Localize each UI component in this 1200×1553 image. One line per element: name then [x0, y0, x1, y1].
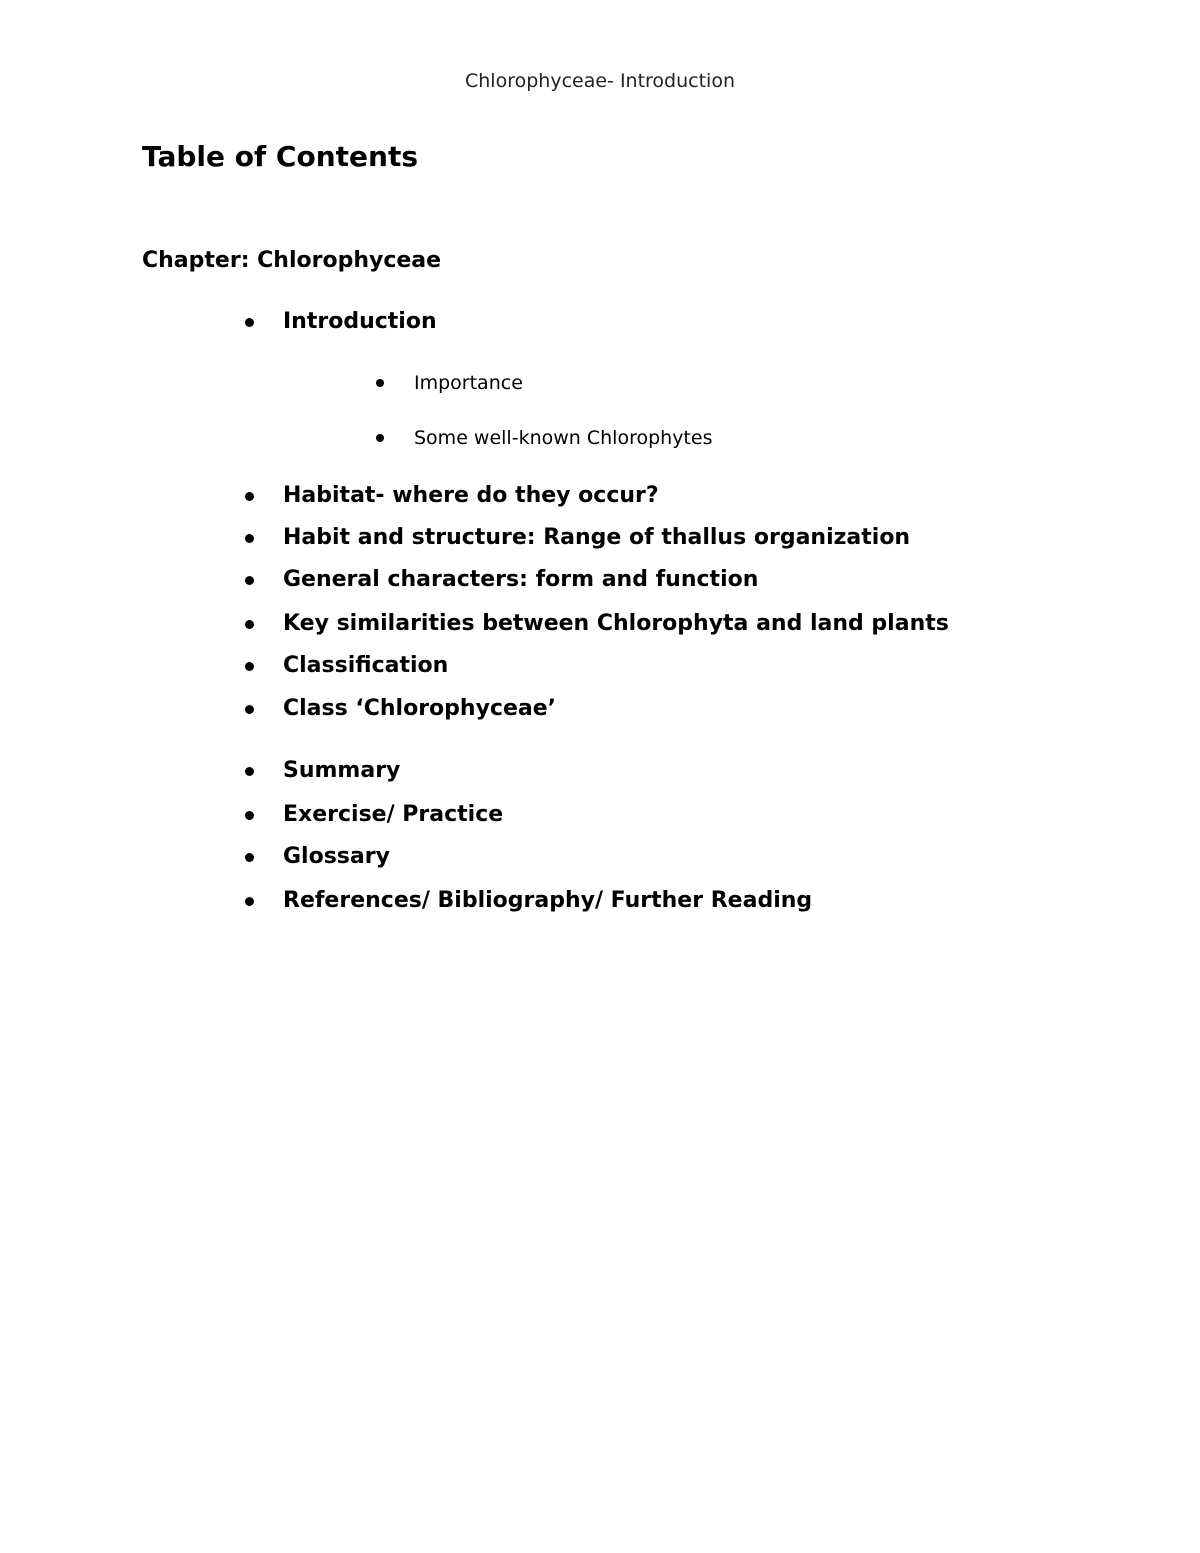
bullet-icon [245, 705, 254, 714]
bullet-icon [245, 620, 254, 629]
toc-item-label: Exercise/ Practice [283, 802, 504, 827]
bullet-icon [245, 318, 254, 327]
toc-item-label: Class ‘Chlorophyceae’ [283, 696, 557, 721]
bullet-icon [245, 534, 254, 543]
chapter-heading: Chapter: Chlorophyceae [142, 248, 442, 273]
toc-item-label: Classification [283, 653, 449, 678]
toc-item-label: Glossary [283, 844, 390, 869]
toc-item-label: Key similarities between Chlorophyta and land plants [283, 611, 949, 636]
toc-item-summary [283, 758, 400, 783]
bullet-icon [376, 434, 384, 442]
toc-item-habitat [283, 483, 659, 508]
toc-item-habit-structure [283, 525, 910, 550]
bullet-icon [245, 576, 254, 585]
toc-subitem-label: Importance [414, 372, 523, 394]
bullet-icon [245, 897, 254, 906]
bullet-icon [245, 853, 254, 862]
toc-item-references [283, 888, 812, 913]
toc-item-general-characters [283, 567, 758, 592]
toc-item-label: General characters: form and function [283, 567, 759, 592]
toc-subitem-importance [414, 372, 523, 394]
toc-item-exercise [283, 802, 503, 827]
toc-item-label: Summary [283, 758, 401, 783]
toc-item-key-similarities [283, 611, 949, 636]
toc-item-label: Habitat- where do they occur? [283, 483, 659, 508]
running-header: Chlorophyceae- Introduction [465, 70, 735, 92]
toc-item-class-chlorophyceae [283, 696, 556, 721]
toc-subitem-label: Some well-known Chlorophytes [414, 427, 713, 449]
toc-item-introduction [283, 309, 437, 334]
toc-item-classification [283, 653, 448, 678]
toc-item-label: References/ Bibliography/ Further Reading [283, 888, 813, 913]
toc-title: Table of Contents [142, 140, 419, 173]
toc-item-glossary [283, 844, 390, 869]
toc-item-label: Habit and structure: Range of thallus organization [283, 525, 911, 550]
bullet-icon [245, 767, 254, 776]
bullet-icon [245, 811, 254, 820]
toc-subitem-well-known-chlorophytes [414, 427, 712, 449]
toc-item-label: Introduction [283, 309, 437, 334]
bullet-icon [376, 379, 384, 387]
bullet-icon [245, 492, 254, 501]
bullet-icon [245, 662, 254, 671]
